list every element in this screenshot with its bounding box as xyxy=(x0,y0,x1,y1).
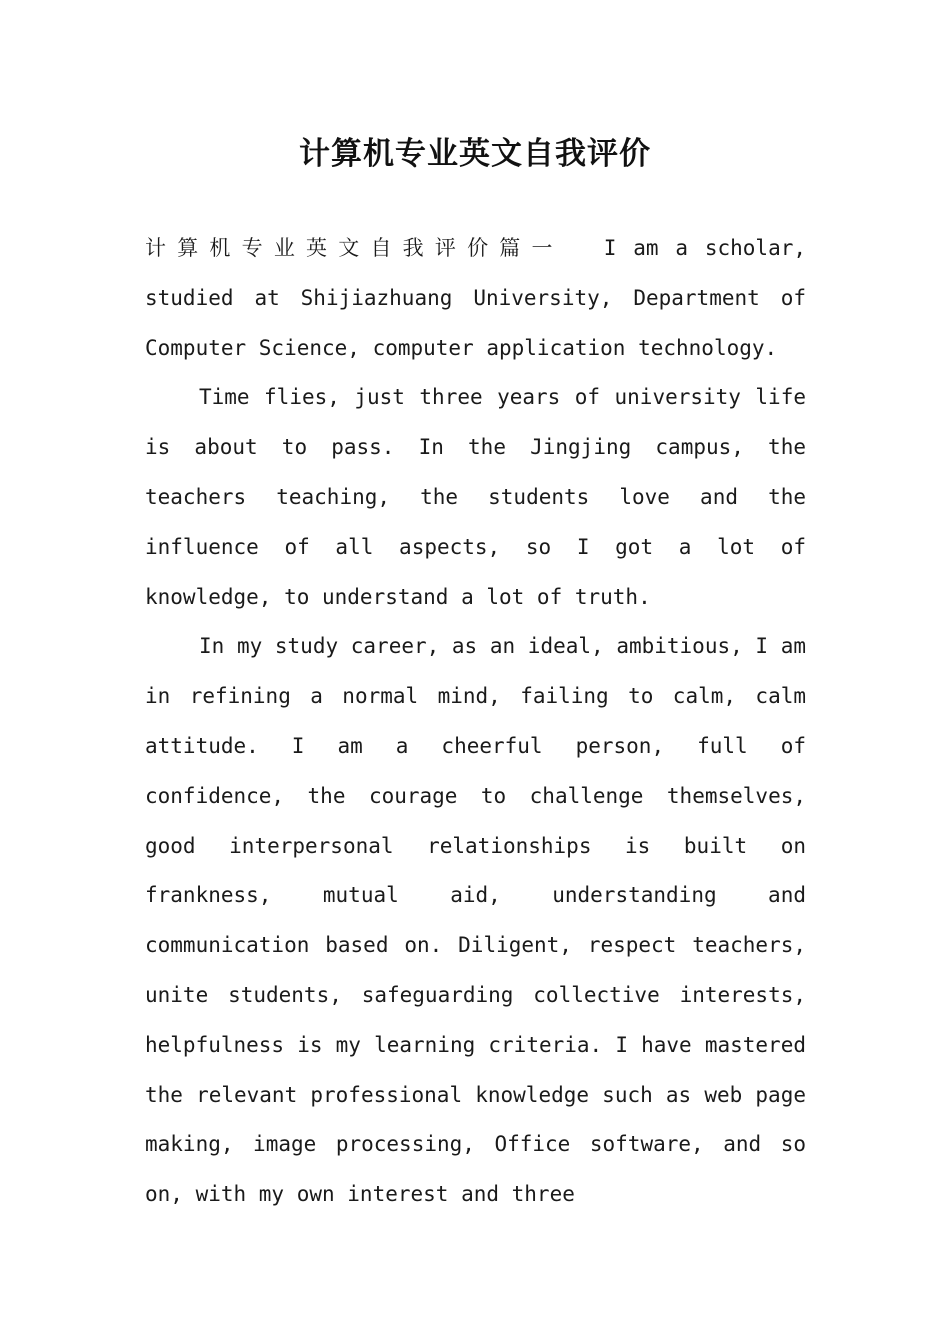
paragraph-1 xyxy=(145,224,806,373)
paragraph-3: In my study career, as an ideal, ambitious, I am in refining a normal mind, failing to calm, calm attitude. I am a cheerful person, full of confidence, the courage to challenge themselves, good interpersonal relationships is built on frankness, mutual aid, understanding and communication based on. Diligent, respect teachers, unite students, safeguarding collective interests, helpfulness is my learning criteria. I have mastered the relevant professional knowledge such as web page making, image processing, Office software, and so on, with my own interest and three xyxy=(145,634,806,1207)
document-title: 计算机专业英文自我评价 xyxy=(299,136,651,172)
paragraph-2: Time flies, just three years of university life is about to pass. In the Jingjing campus, the teachers teaching, the students love and the influence of all aspects, so I got a lot of knowledge, to understand a lot of truth. xyxy=(145,385,806,609)
paragraph-1-text: I am a scholar, studied at Shijiazhuang University, Department of Computer Science, computer application technology. xyxy=(145,236,806,360)
document-body xyxy=(145,224,806,1220)
section-heading: 计算机专业英文自我评价篇一 xyxy=(145,236,564,260)
